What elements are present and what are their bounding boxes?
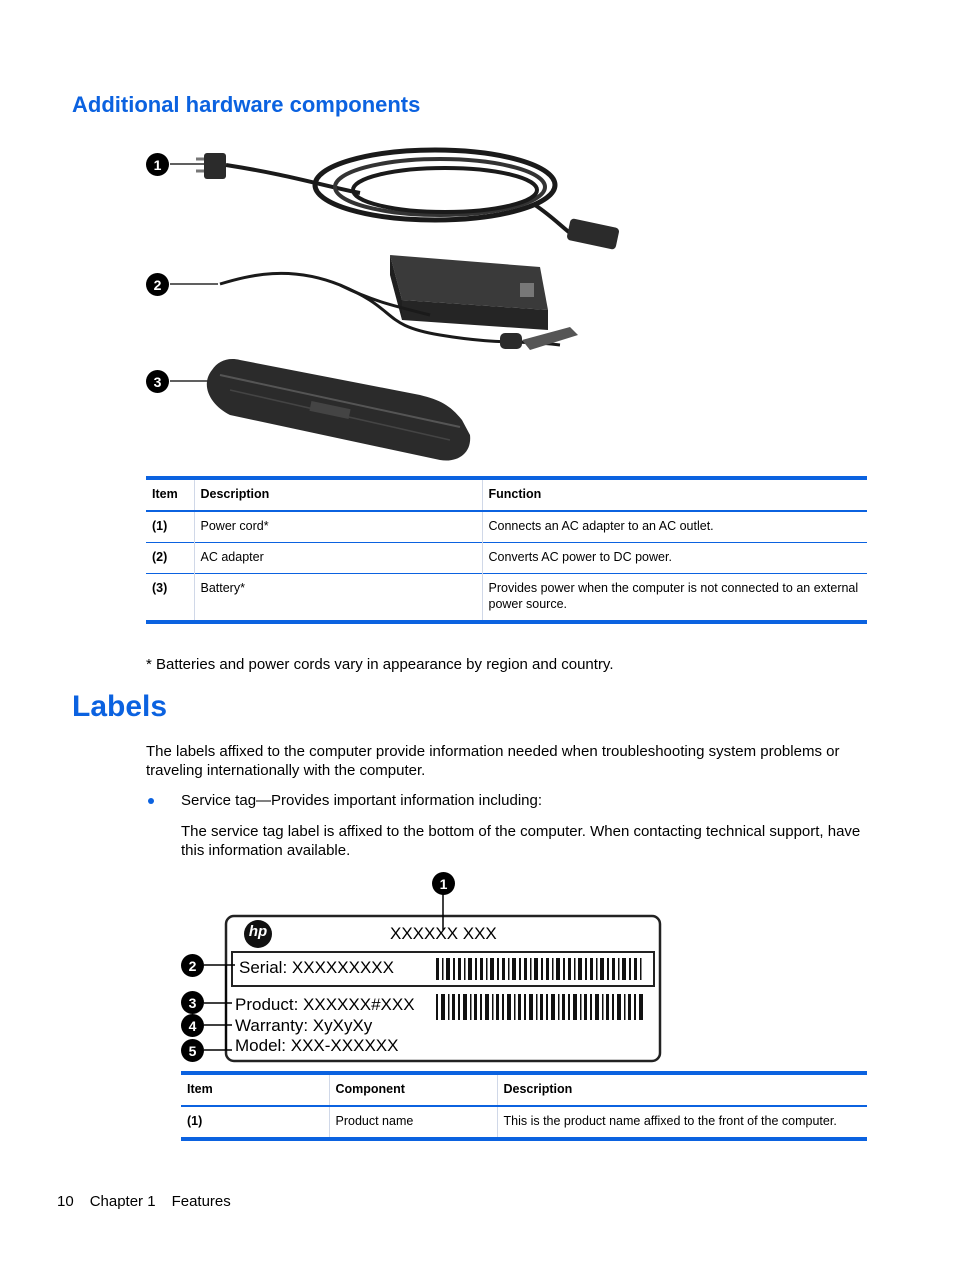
intro-paragraph: The labels affixed to the computer provide information needed when troubleshooting system problems or traveling internationally with the computer. — [146, 743, 840, 779]
cell-description: Battery* — [194, 574, 482, 623]
callout-1: 1 — [432, 872, 455, 895]
table-row — [146, 511, 867, 543]
footer-chapter: Chapter 1 — [89, 1193, 156, 1210]
cell-item: (3) — [152, 581, 168, 595]
cell-function: Provides power when the computer is not connected to an external power source. — [482, 574, 867, 623]
header-function: Function — [482, 478, 867, 511]
cell-description: This is the product name affixed to the front of the computer. — [497, 1106, 867, 1139]
hp-logo: hp — [248, 923, 268, 940]
footer-chapter-name: Features — [171, 1193, 231, 1210]
callout-2: 2 — [181, 954, 204, 977]
section-title: Additional hardware components — [72, 92, 421, 117]
footnote: * Batteries and power cords vary in appearance by region and country. — [146, 656, 614, 673]
callout-2: 2 — [146, 273, 169, 296]
hardware-illustration — [140, 135, 640, 470]
header-component: Component — [329, 1073, 497, 1106]
callout-4: 4 — [181, 1014, 204, 1037]
label-warranty: Warranty: XyXyXy — [235, 1016, 373, 1035]
callout-3: 3 — [181, 991, 204, 1014]
page-number: 10 — [57, 1193, 74, 1210]
table-header-row — [181, 1073, 867, 1106]
hardware-figure — [140, 135, 640, 470]
header-description: Description — [497, 1073, 867, 1106]
callout-3: 3 — [146, 370, 169, 393]
label-product-code: XXXXXX XXX — [390, 924, 497, 943]
labels-table — [181, 1071, 867, 1141]
label-serial: Serial: XXXXXXXXX — [239, 958, 394, 977]
header-item: Item — [187, 1082, 213, 1096]
table-row — [181, 1106, 867, 1139]
bullet-detail: The service tag label is affixed to the bottom of the computer. When contacting technical support, have this information available. — [181, 823, 861, 859]
callout-1: 1 — [146, 153, 169, 176]
label-product: Product: XXXXXX#XXX — [235, 995, 415, 1014]
table-row — [146, 543, 867, 574]
page-footer — [57, 1193, 247, 1210]
hardware-table — [146, 476, 867, 624]
cell-description: Power cord* — [194, 511, 482, 543]
chapter-title: Labels — [72, 690, 168, 723]
header-description: Description — [194, 478, 482, 511]
table-row — [146, 574, 867, 623]
cell-component: Product name — [329, 1106, 497, 1139]
header-item: Item — [152, 487, 178, 501]
cell-item: (2) — [152, 550, 168, 564]
cell-description: AC adapter — [194, 543, 482, 574]
cell-item: (1) — [152, 519, 168, 533]
cell-item: (1) — [187, 1114, 203, 1128]
bullet-text: Service tag—Provides important information including: — [181, 792, 543, 809]
label-model: Model: XXX-XXXXXX — [235, 1036, 399, 1055]
callout-5: 5 — [181, 1039, 204, 1062]
service-tag-figure — [180, 870, 670, 1065]
cell-function: Connects an AC adapter to an AC outlet. — [482, 511, 867, 543]
bullet-icon — [148, 798, 154, 804]
table-header-row — [146, 478, 867, 511]
cell-function: Converts AC power to DC power. — [482, 543, 867, 574]
